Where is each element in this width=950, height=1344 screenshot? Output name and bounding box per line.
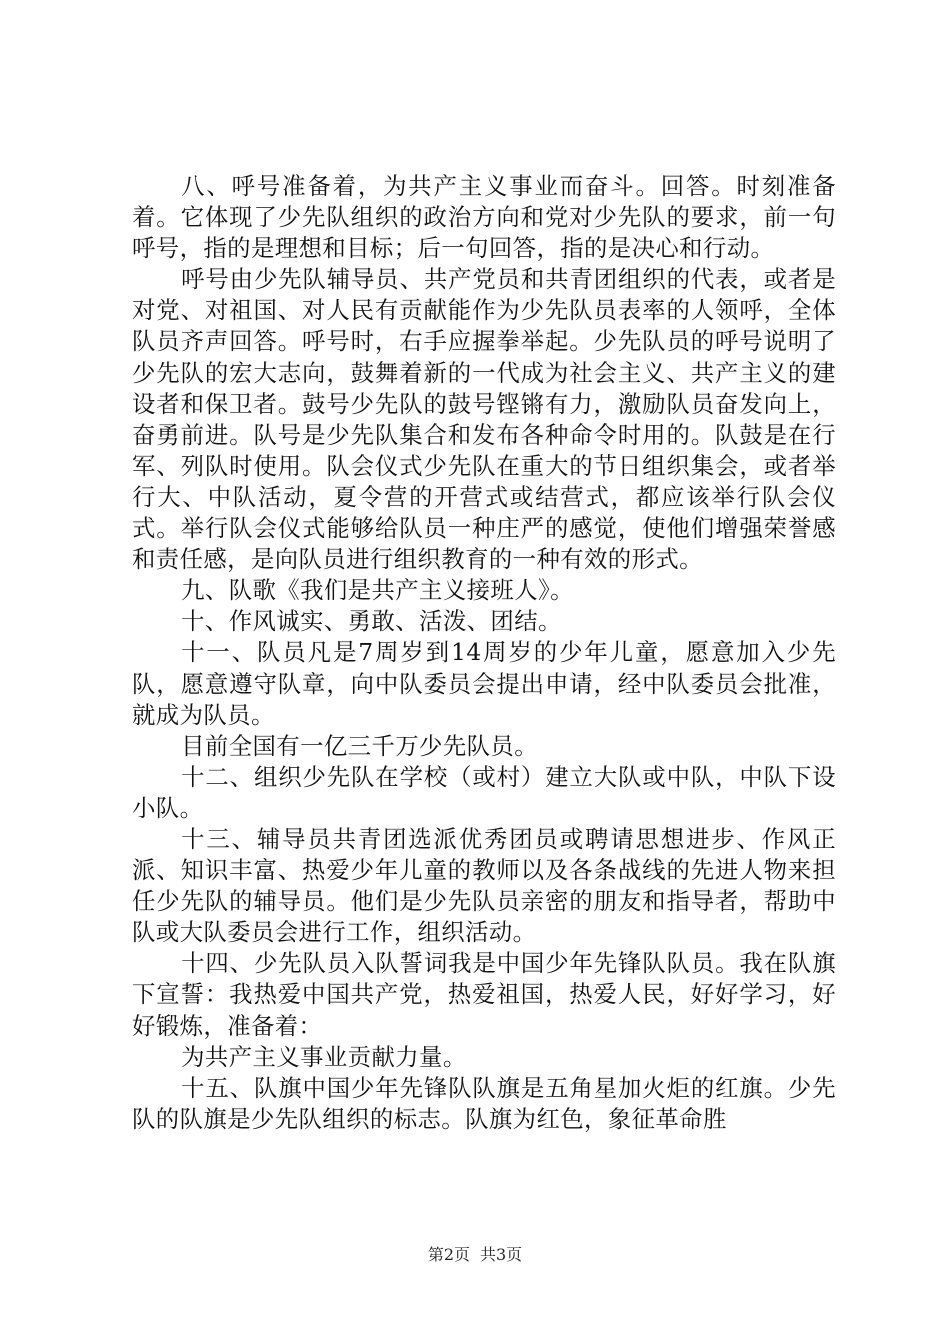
- paragraph-style: 十、作风诚实、勇敢、活泼、团结。: [181, 607, 562, 636]
- paragraph-oath: 十四、少先队员入队誓词我是中国少年先锋队队员。我在队旗下宣誓：我热爱中国共产党，热爱祖国，热爱人民，好好学习，好好锻炼，准备着：: [132, 949, 836, 1040]
- page-number-current: 第2页: [427, 1245, 470, 1264]
- paragraph-organization: 十二、组织少先队在学校（或村）建立大队或中队，中队下设小队。: [132, 762, 836, 822]
- paragraph-counselor: 十三、辅导员共青团选派优秀团员或聘请思想进步、作风正派、知识丰富、热爱少年儿童的教师以及各条战线的先进人物来担任少先队的辅导员。他们是少先队员亲密的朋友和指导者，帮助中队或大队委员会进行工作，组织活动。: [132, 824, 836, 947]
- paragraph-slogan-details: 呼号由少先队辅导员、共产党员和共青团组织的代表，或者是对党、对祖国、对人民有贡献能作为少先队员表率的人领呼，全体队员齐声回答。呼号时，右手应握拳举起。少先队员的呼号说明了少先队的宏大志向，鼓舞着新的一代成为社会主义、共产主义的建设者和保卫者。鼓号少先队的鼓号铿锵有力，激励队员奋发向上，奋勇前进。队号是少先队集合和发布各种命令时用的。队鼓是在行军、列队时使用。队会仪式少先队在重大的节日组织集会，或者举行大、中队活动，夏令营的开营式或结营式，都应该举行队会仪式。举行队会仪式能够给队员一种庄严的感觉，使他们增强荣誉感和责任感，是向队员进行组织教育的一种有效的形式。: [132, 265, 836, 574]
- paragraph-member-count: 目前全国有一亿三千万少先队员。: [181, 731, 538, 760]
- document-body: [132, 171, 836, 1135]
- paragraph-flag: 十五、队旗中国少年先锋队队旗是五角星加火炬的红旗。少先队的队旗是少先队组织的标志。队旗为红色，象征革命胜: [132, 1073, 836, 1133]
- page-number-total: 共3页: [480, 1245, 523, 1264]
- paragraph-oath-end: 为共产主义事业贡献力量。: [181, 1042, 467, 1071]
- page-footer: [0, 1245, 950, 1265]
- paragraph-anthem: 九、队歌《我们是共产主义接班人》。: [181, 576, 574, 605]
- paragraph-members: 十一、队员凡是7周岁到14周岁的少年儿童，愿意加入少先队，愿意遵守队章，向中队委员会提出申请，经中队委员会批准，就成为队员。: [132, 638, 836, 729]
- paragraph-slogan: 八、呼号准备着，为共产主义事业而奋斗。回答。时刻准备着。它体现了少先队组织的政治方向和党对少先队的要求，前一句呼号，指的是理想和目标；后一句回答，指的是决心和行动。: [132, 172, 836, 263]
